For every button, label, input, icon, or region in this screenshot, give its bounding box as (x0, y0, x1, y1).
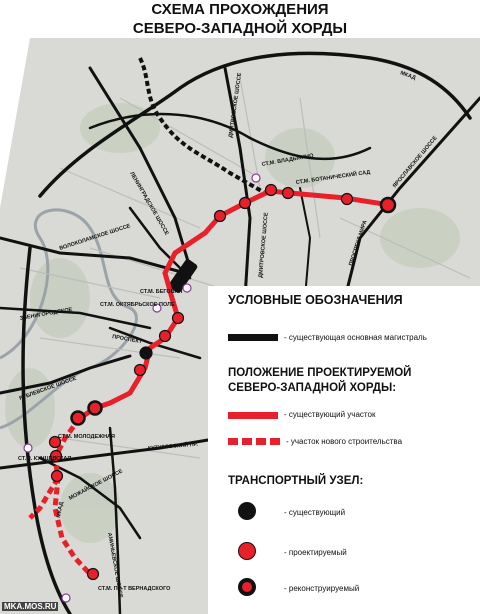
legend-swatch-new-section (228, 438, 282, 445)
title-line-1: СХЕМА ПРОХОЖДЕНИЯ (151, 1, 329, 18)
label-mozhayskoe: МОЖАЙСКОЕ ШОССЕ (68, 468, 124, 502)
label-begovaya: СТ.М. БЕГОВАЯ (140, 289, 183, 295)
label-yaroslavskoe: ЯРОСЛАВСКОЕ ШОССЕ (391, 135, 439, 190)
node-designed (135, 365, 146, 376)
label-zvenigorodskoe: ЗВЕНИГОРОДСКОЕ (19, 306, 73, 322)
legend-existing-section: - существующий участок (284, 410, 376, 419)
node-reconstructed (381, 198, 395, 212)
label-vladykino: СТ.М. ВЛАДЫКИНО (261, 152, 315, 168)
label-volokolamskoe: ВОЛОКОЛАМСКОЕ ШОССЕ (58, 223, 132, 252)
legend-node-existing-swatch (238, 502, 256, 520)
metro-icon (252, 174, 260, 182)
node-designed (342, 194, 353, 205)
label-molodezhnaya: СТ.М. МОЛОДЕЖНАЯ (58, 434, 115, 440)
node-designed (240, 198, 251, 209)
label-leningradskoe: ЛЕНИНГРАДСКОЕ ШОССЕ (128, 171, 170, 237)
label-oktyabrskoe-pole: СТ.М. ОКТЯБРЬСКОЕ ПОЛЕ (100, 302, 175, 308)
label-dmitrovskoe-2: ДМИТРОВСКОЕ ШОССЕ (258, 212, 270, 279)
metro-icon (62, 594, 70, 602)
legend-node-existing: - существующий (284, 508, 346, 517)
watermark: MKA.MOS.RU (4, 602, 57, 611)
node-reconstructed (89, 402, 102, 415)
label-mkad-2: МКАД (56, 501, 65, 519)
legend-node-heading: ТРАНСПОРТНЫЙ УЗЕЛ: (228, 475, 364, 487)
title-line-2: СЕВЕРО-ЗАПАДНОЙ ХОРДЫ (132, 20, 348, 37)
legend-route-heading-2: СЕВЕРО-ЗАПАДНОЙ ХОРДЫ: (228, 382, 397, 394)
label-kuntsevskaya: СТ.М. КУНЦЕВСКАЯ (18, 456, 72, 462)
legend-existing-main-road: - существующая основная магистраль (284, 333, 427, 342)
legend-panel (208, 286, 480, 614)
node-existing (140, 347, 152, 359)
legend-node-reconstructed-swatch (238, 578, 256, 596)
label-prospekt: ПРОСПЕКТ (111, 334, 143, 346)
label-botanichesky-sad: СТ.М. БОТАНИЧЕСКИЙ САД (295, 169, 371, 186)
node-designed (283, 188, 294, 199)
map-title (0, 0, 480, 38)
label-kutuzovsky: КУТУЗОВСКИЙ ПР. (147, 441, 199, 452)
legend-node-reconstructed: - реконструируемый (284, 584, 360, 593)
node-designed (160, 331, 171, 342)
label-prospekt-mira: ПРОСПЕКТ МИРА (348, 219, 369, 267)
label-mkad: МКАД (399, 70, 417, 82)
legend-new-section: - участок нового строительства (286, 437, 403, 446)
node-designed (52, 471, 63, 482)
legend-heading: УСЛОВНЫЕ ОБОЗНАЧЕНИЯ (228, 293, 403, 307)
legend-route-heading-1: ПОЛОЖЕНИЕ ПРОЕКТИРУЕМОЙ (228, 367, 412, 379)
legend-node-designed: - проектируемый (284, 548, 347, 557)
label-dmitrovskoe: ДМИТРОВСКОЕ ШОССЕ (228, 72, 244, 139)
node-reconstructed (72, 412, 85, 425)
metro-icon (183, 284, 191, 292)
label-rublevskoe: РУБЛЕВСКОЕ ШОССЕ (18, 375, 78, 402)
legend-swatch-main-road (228, 334, 278, 341)
label-prospekt-vernadskogo: СТ.М. ПР-Т ВЕРНАДСКОГО (98, 586, 171, 592)
node-designed (215, 211, 226, 222)
node-designed (88, 569, 99, 580)
legend-swatch-existing-section (228, 412, 278, 419)
legend-node-designed-swatch (238, 542, 256, 560)
metro-icon (24, 444, 32, 452)
label-aminyevskoe: АМИНЬЕВСКОЕ ШОССЕ (106, 532, 124, 599)
node-designed (173, 313, 184, 324)
node-designed (266, 185, 277, 196)
